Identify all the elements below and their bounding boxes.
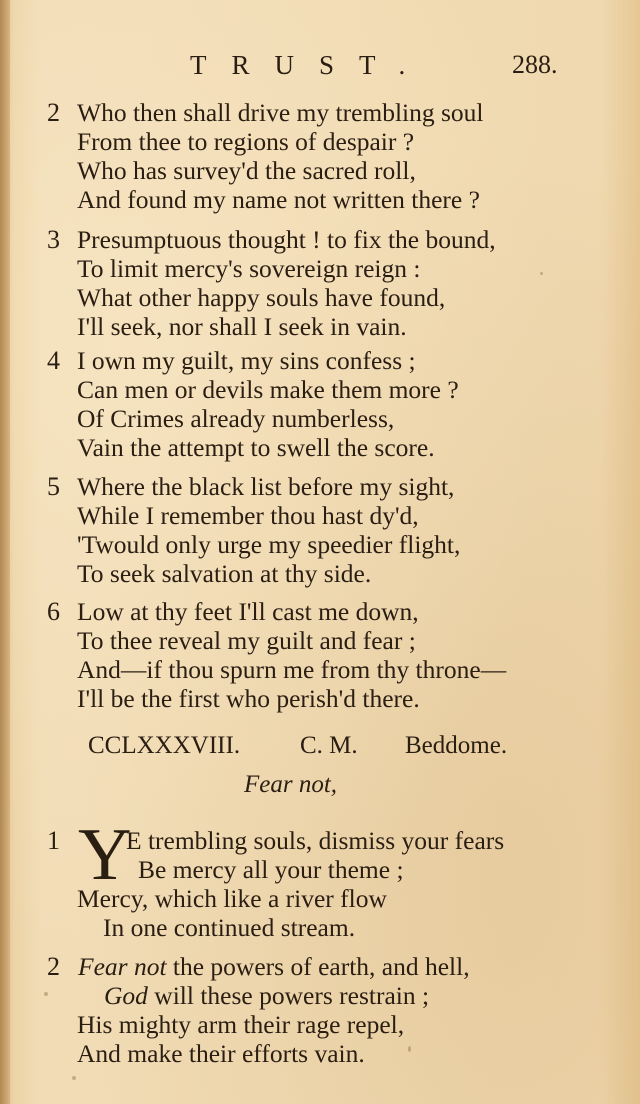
paper-speck <box>540 272 543 275</box>
hymn-subtitle: Fear not, <box>244 771 338 798</box>
verse-line: I own my guilt, my sins confess ; <box>77 346 416 375</box>
verse-line: Where the black list before my sight, <box>77 472 455 501</box>
hymn-heading <box>0 732 640 768</box>
verse-line: Who has survey'd the sacred roll, <box>77 156 416 185</box>
paper-speck <box>44 992 48 996</box>
paper-speck <box>72 1076 76 1080</box>
verse-line: Of Crimes already numberless, <box>77 404 395 433</box>
verse-line: While I remember thou hast dy'd, <box>77 501 419 530</box>
verse-line <box>104 981 429 1011</box>
verse-line: Be mercy all your theme ; <box>138 855 404 884</box>
verse-line: To thee reveal my guilt and fear ; <box>77 626 416 655</box>
verse-number: 6 <box>47 597 60 626</box>
verse-number: 5 <box>47 472 60 501</box>
italic-phrase: God <box>104 981 148 1010</box>
verse-line: Mercy, which like a river flow <box>77 884 387 913</box>
italic-phrase: Fear not <box>78 952 167 981</box>
verse-line: And found my name not written there ? <box>77 185 480 214</box>
verse-line: His mighty arm their rage repel, <box>77 1010 405 1039</box>
verse-line: Low at thy feet I'll cast me down, <box>77 597 419 626</box>
verse-line: And make their efforts vain. <box>77 1039 365 1068</box>
verse-line: 'Twould only urge my speedier flight, <box>77 530 461 559</box>
verse-line: Can men or devils make them more ? <box>77 375 459 404</box>
verse-line: And—if thou spurn me from thy throne— <box>77 655 507 684</box>
line-text: the powers of earth, and hell, <box>166 952 470 981</box>
verse-line <box>78 952 470 982</box>
verse-line: In one continued stream. <box>103 913 356 942</box>
hymn-author: Beddome. <box>405 732 508 759</box>
verse-line: I'll seek, nor shall I seek in vain. <box>77 312 407 341</box>
paper-speck <box>408 1046 411 1052</box>
verse-number: 2 <box>47 952 60 981</box>
verse-line: To limit mercy's sovereign reign : <box>77 254 421 283</box>
page-number: 288. <box>512 50 558 79</box>
drop-cap: Y <box>78 814 132 896</box>
verse-number: 2 <box>47 98 60 127</box>
page-header <box>0 50 640 84</box>
verse-number: 1 <box>47 826 60 855</box>
verse-line: E trembling souls, dismiss your fears <box>126 826 505 855</box>
page-gutter <box>0 0 10 1104</box>
verse-line: What other happy souls have found, <box>77 283 446 312</box>
hymn-meter: C. M. <box>300 732 358 759</box>
line-text: will these powers restrain ; <box>147 981 430 1010</box>
verse-line: Presumptuous thought ! to fix the bound, <box>77 225 496 254</box>
verse-line: Who then shall drive my trembling soul <box>77 98 484 127</box>
verse-line: I'll be the first who perish'd there. <box>77 684 420 713</box>
verse-line: From thee to regions of despair ? <box>77 127 415 156</box>
verse-number: 3 <box>47 225 60 254</box>
hymn-number: CCLXXXVIII. <box>88 732 241 759</box>
verse-line: To seek salvation at thy side. <box>77 559 372 588</box>
verse-number: 4 <box>47 346 60 375</box>
running-title: TRUST. <box>190 50 431 80</box>
verse-line: Vain the attempt to swell the score. <box>77 433 435 462</box>
